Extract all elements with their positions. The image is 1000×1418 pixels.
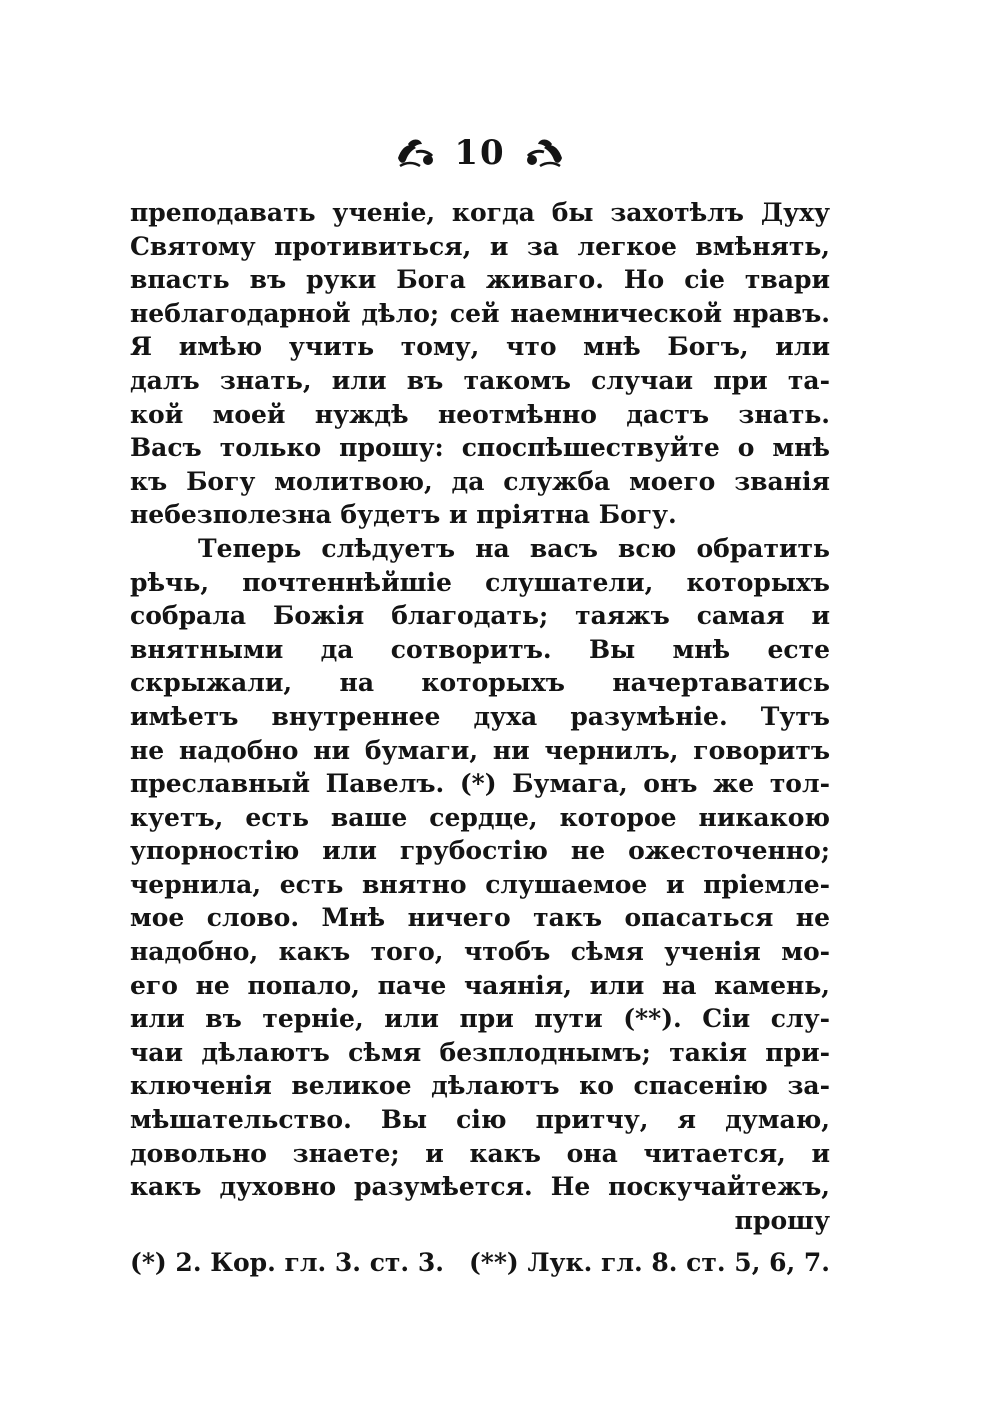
text-line: или въ терніе, или при пути (**). Сіи слу- (130, 1004, 830, 1034)
text-line: не надобно ни бумаги, ни чернилъ, говоритъ (130, 735, 830, 765)
book-page (130, 128, 830, 1298)
text-line: мое слово. Мнѣ ничего такъ опасаться не (130, 903, 830, 933)
text-line: упорностію или грубостію не ожесточенно; (130, 836, 830, 866)
text-line: далъ знать, или въ такомъ случаи при та- (130, 365, 830, 395)
paragraph-first-line: Теперь слѣдуетъ на васъ всю обратить (198, 533, 830, 563)
footnotes (130, 1240, 830, 1284)
text-line: довольно знаете; и какъ она читается, и (130, 1138, 830, 1168)
text-line: имѣетъ внутреннее духа разумѣніе. Тутъ (130, 701, 830, 731)
text-line: Святому противиться, и за легкое вмѣнять, (130, 231, 830, 261)
text-line: преподавать ученіе, когда бы захотѣлъ Духу (130, 198, 830, 227)
footnote-luke: (**) Лук. гл. 8. ст. 5, 6, 7. (468, 1247, 830, 1277)
floral-ornament-icon (520, 136, 566, 170)
text-line: неблагодарной дѣло; сей наемнической нравъ. (130, 298, 830, 328)
text-line: Я имѣю учить тому, что мнѣ Богъ, или (130, 332, 830, 362)
catchword: прошу (734, 1205, 830, 1235)
text-line: надобно, какъ того, чтобъ сѣмя ученія мо- (130, 937, 830, 967)
text-line: собрала Божія благодать; таяжъ самая и (130, 601, 830, 631)
text-line: Васъ только прошу: споспѣшествуйте о мнѣ (130, 433, 830, 463)
page-text (130, 196, 830, 1237)
text-line: ключенія великое дѣлаютъ ко спасенію за- (130, 1071, 830, 1101)
text-line: чаи дѣлаютъ сѣмя безплоднымъ; такія при- (130, 1037, 830, 1067)
page-header (130, 128, 830, 178)
text-line: небезполезна будетъ и пріятна Богу. (130, 500, 677, 530)
floral-ornament-icon (394, 136, 440, 170)
page-number: 10 (454, 133, 506, 173)
text-line: рѣчь, почтеннѣйшіе слушатели, которыхъ (130, 567, 830, 597)
text-line: какъ духовно разумѣется. Не поскучайтежъ, (130, 1172, 830, 1202)
footnote-corinthians: (*) 2. Кор. гл. 3. ст. 3. (130, 1247, 444, 1277)
text-line: впасть въ руки Бога живаго. Но сіе твари (130, 265, 830, 295)
text-line: куетъ, есть ваше сердце, которое никакою (130, 802, 830, 832)
text-line: внятными да сотворитъ. Вы мнѣ есте (130, 634, 830, 664)
text-line: его не попало, паче чаянія, или на камень, (130, 970, 830, 1000)
text-line: преславный Павелъ. (*) Бумага, онъ же тол- (130, 769, 830, 799)
text-line: мѣшательство. Вы сію притчу, я думаю, (130, 1105, 830, 1135)
text-line: къ Богу молитвою, да служба моего званія (130, 466, 830, 496)
text-line: скрыжали, на которыхъ начертаватись (130, 668, 830, 698)
text-line: кой моей нуждѣ неотмѣнно дастъ знать. (130, 399, 830, 429)
text-line: чернила, есть внятно слушаемое и пріемле- (130, 869, 830, 899)
